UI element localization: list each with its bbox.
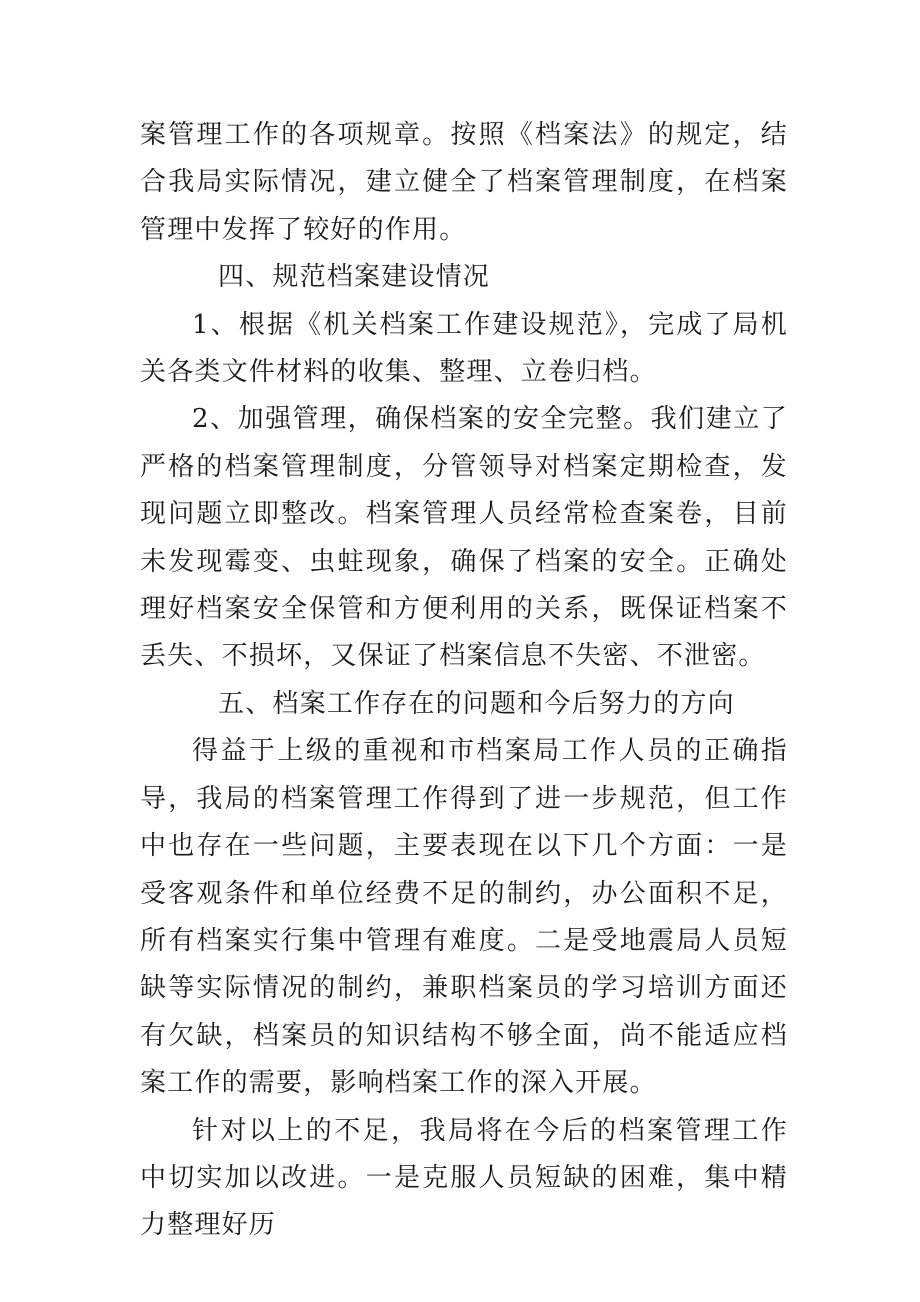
paragraph-item-1: 1、根据《机关档案工作建设规范》，完成了局机关各类文件材料的收集、整理、立卷归档。 — [140, 309, 788, 388]
section-heading-4: 四、规范档案建设情况 — [218, 262, 491, 293]
paragraph-item-2: 2、加强管理，确保档案的安全完整。我们建立了严格的档案管理制度，分管领导对档案定期检查，发现问题立即整改。档案管理人员经常检查案卷，目前未发现霉变、虫蛀现象，确保了档案的安全。正确处理好档案安全保管和方便利用的关系，既保证档案不丢失、不损坏，又保证了档案信息不失密、不泄密。 — [140, 404, 788, 672]
document-body — [140, 112, 788, 1250]
section-heading-5: 五、档案工作存在的问题和今后努力的方向 — [218, 688, 735, 719]
paragraph-improvements: 针对以上的不足，我局将在今后的档案管理工作中切实加以改进。一是克服人员短缺的困难，集中精力整理好历 — [140, 1115, 788, 1241]
paragraph-problems: 得益于上级的重视和市档案局工作人员的正确指导，我局的档案管理工作得到了进一步规范，但工作中也存在一些问题，主要表现在以下几个方面：一是受客观条件和单位经费不足的制约，办公面积不足，所有档案实行集中管理有难度。二是受地震局人员短缺等实际情况的制约，兼职档案员的学习培训方面还有欠缺，档案员的知识结构不够全面，尚不能适应档案工作的需要，影响档案工作的深入开展。 — [140, 736, 788, 1099]
paragraph-continuation: 案管理工作的各项规章。按照《档案法》的规定，结合我局实际情况，建立健全了档案管理制度，在档案管理中发挥了较好的作用。 — [140, 120, 788, 245]
